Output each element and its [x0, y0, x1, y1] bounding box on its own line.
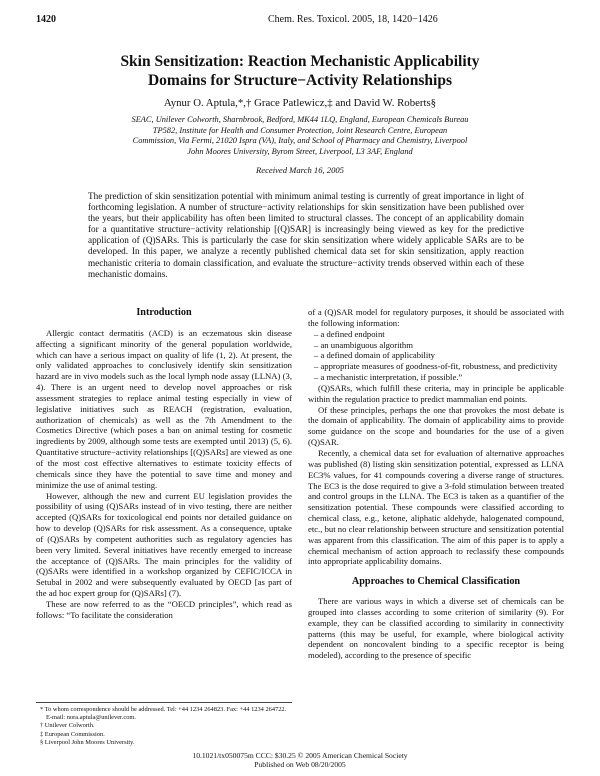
paragraph: Recently, a chemical data set for evaluation of alternative approaches was published (8) listing skin sensitization potential, expressed as LLNA EC3% values, for 41 compounds covering a diverse range of structures. The EC3 is the dose required to give a 3-fold stimulation between treated and control groups in the LLNA. The EC3 is taken as a quantifier of the sensitization potential. These compounds were classified according to chemical class, e.g., ketone, aliphatic aldehyde, halogenated compound, etc., but no clear relationship between structure and sensitization potential was apparent from this classification. The aim of this paper is to apply a chemical mechanism of action approach to reclassify these compounds into appropriate applicability domains.: [308, 447, 564, 567]
affiliation-line: SEAC, Unilever Colworth, Sharnbrook, Bedford, MK44 1LQ, England, European Chemicals Bureau: [131, 115, 469, 124]
affiliation-line: John Moores University, Byrom Street, Liverpool, L3 3AF, England: [187, 146, 413, 156]
right-column: [308, 307, 564, 661]
paragraph: (Q)SARs, which fulfill these criteria, may in principle be applicable within the regulation practice to predict mammalian end points.: [308, 382, 564, 404]
footnote: § Liverpool John Moores University.: [40, 738, 135, 746]
page-number: 1420: [36, 14, 56, 25]
abstract: The prediction of skin sensitization potential with minimum animal testing is currently of great importance in light of forthcoming legislation. A number of structure−activity relationships for skin sensitization have been published over the years, but their applicability has often been limited to structural classes. The concept of an applicability domain for a quantitative structure−activity relationship [(Q)SAR] is increasingly being viewed as key for the predictive application of (Q)SARs. This is particularly the case for skin sensitization where widely applicable SARs are to be developed. In this paper, we analyze a recently published chemical data set for skin sensitization, apply reaction mechanistic criteria to domain classification, and evaluate the structure−activity trends observed within each of these mechanistic domains.: [88, 191, 524, 279]
doi-line: 10.1021/tx050075m CCC: $30.25 © 2005 American Chemical Society: [192, 751, 408, 760]
affiliations: [64, 115, 536, 157]
oecd-principles-list: [308, 329, 564, 383]
list-item: – a defined endpoint: [314, 328, 385, 339]
footnote: * To whom correspondence should be addressed. Tel: +44 1234 264823. Fax: +44 1234 264722. E-mail: nora.aptula@unilever.com.: [40, 706, 287, 722]
list-item: – appropriate measures of goodness-of-fit, robustness, and predictivity: [314, 361, 558, 372]
list-item: – an unambiguous algorithm: [314, 339, 413, 350]
title-line-2: Domains for Structure−Activity Relationships: [147, 72, 453, 89]
list-item: – a defined domain of applicability: [314, 350, 435, 361]
list-item: – a mechanistic interpretation, if possible.”: [314, 372, 463, 383]
received-date: Received March 16, 2005: [256, 165, 344, 175]
paragraph: However, although the new and current EU legislation provides the possibility of using (Q)SARs instead of in vivo testing, there are neither accepted (Q)SARs for toxicological end points nor detailed guidance on how to develop (Q)SARs for risk assessment. As a consequence, uptake of (Q)SARs by competent authorities such as regulatory agencies has been very limited. Several initiatives have recently emerged to increase the acceptance of (Q)SARs. The main principles for the validity of (Q)SARs were identified in a workshop organized by CEFIC/ICCA in Setubal in 2002 and were subsequently evaluated by OECD [as part of the ad hoc expert group for (Q)SARs] (7).: [36, 490, 292, 599]
paragraph: There are various ways in which a diverse set of chemicals can be grouped into classes according to some criterion of similarity (9). For example, they can be classified according to similarity in connectivity patterns (this may be useful, for example, where biological activity dependent on noncovalent binding to a specific receptor is being modeled), according to the presence of specific: [308, 596, 564, 661]
paragraph: Allergic contact dermatitis (ACD) is an eczematous skin disease affecting a significant minority of the general population worldwide, which can have a serious impact on quality of life (1, 2). At present, the only validated approaches to conclusively identify skin sensitization hazard are in vivo models such as the local lymph node assay (LLNA) (3, 4). There is an urgent need to develop novel approaches or risk assessment strategies to replace animal testing especially in view of legislative initiatives such as REACH (registration, evaluation, authorization of chemicals) as well as the 7th Amendment to the Cosmetics Directive (which poses a ban on animal testing for cosmetic ingredients by 2009, although some tests are exempted until 2013) (5, 6). Quantitative structure−activity relationships [(Q)SARs] are viewed as one of the most cost effective alternatives to estimate toxicity effects of chemicals since they have the potential to save time and money and minimize the use of animal testing.: [36, 327, 292, 490]
section-heading-introduction: Introduction: [136, 307, 192, 318]
article-title: [60, 52, 540, 90]
footnote: † Unilever Colworth.: [40, 722, 95, 730]
section-heading-approaches: Approaches to Chemical Classification: [351, 576, 521, 588]
paragraph: Of these principles, perhaps the one that provokes the most debate is the domain of applicability. The domain of applicability aims to provide some guidance on the scope and boundaries for the use of a given (Q)SAR.: [308, 404, 564, 448]
footnotes: [36, 702, 292, 747]
authors: Aynur O. Aptula,*,† Grace Patlewicz,‡ and David W. Roberts§: [163, 97, 437, 109]
affiliation-line: TP582, Institute for Health and Consumer Protection, Joint Research Centre, European: [152, 125, 448, 135]
published-line: Published on Web 08/20/2005: [254, 760, 346, 770]
journal-citation: Chem. Res. Toxicol. 2005, 18, 1420−1426: [268, 14, 438, 25]
page-footer: [60, 751, 540, 769]
affiliation-line: Commission, Via Fermi, 21020 Ispra (VA), Italy, and School of Pharmacy and Chemistry, Liverpool: [132, 136, 468, 146]
paragraph: These are now referred to as the “OECD principles”, which read as follows: “To facilitate the consideration: [36, 598, 292, 620]
footnote: ‡ European Commission.: [40, 730, 105, 738]
paragraph: of a (Q)SAR model for regulatory purposes, it should be associated with the following information:: [308, 307, 564, 328]
left-column: [36, 308, 292, 621]
title-line-1: Skin Sensitization: Reaction Mechanistic Applicability: [120, 53, 480, 70]
